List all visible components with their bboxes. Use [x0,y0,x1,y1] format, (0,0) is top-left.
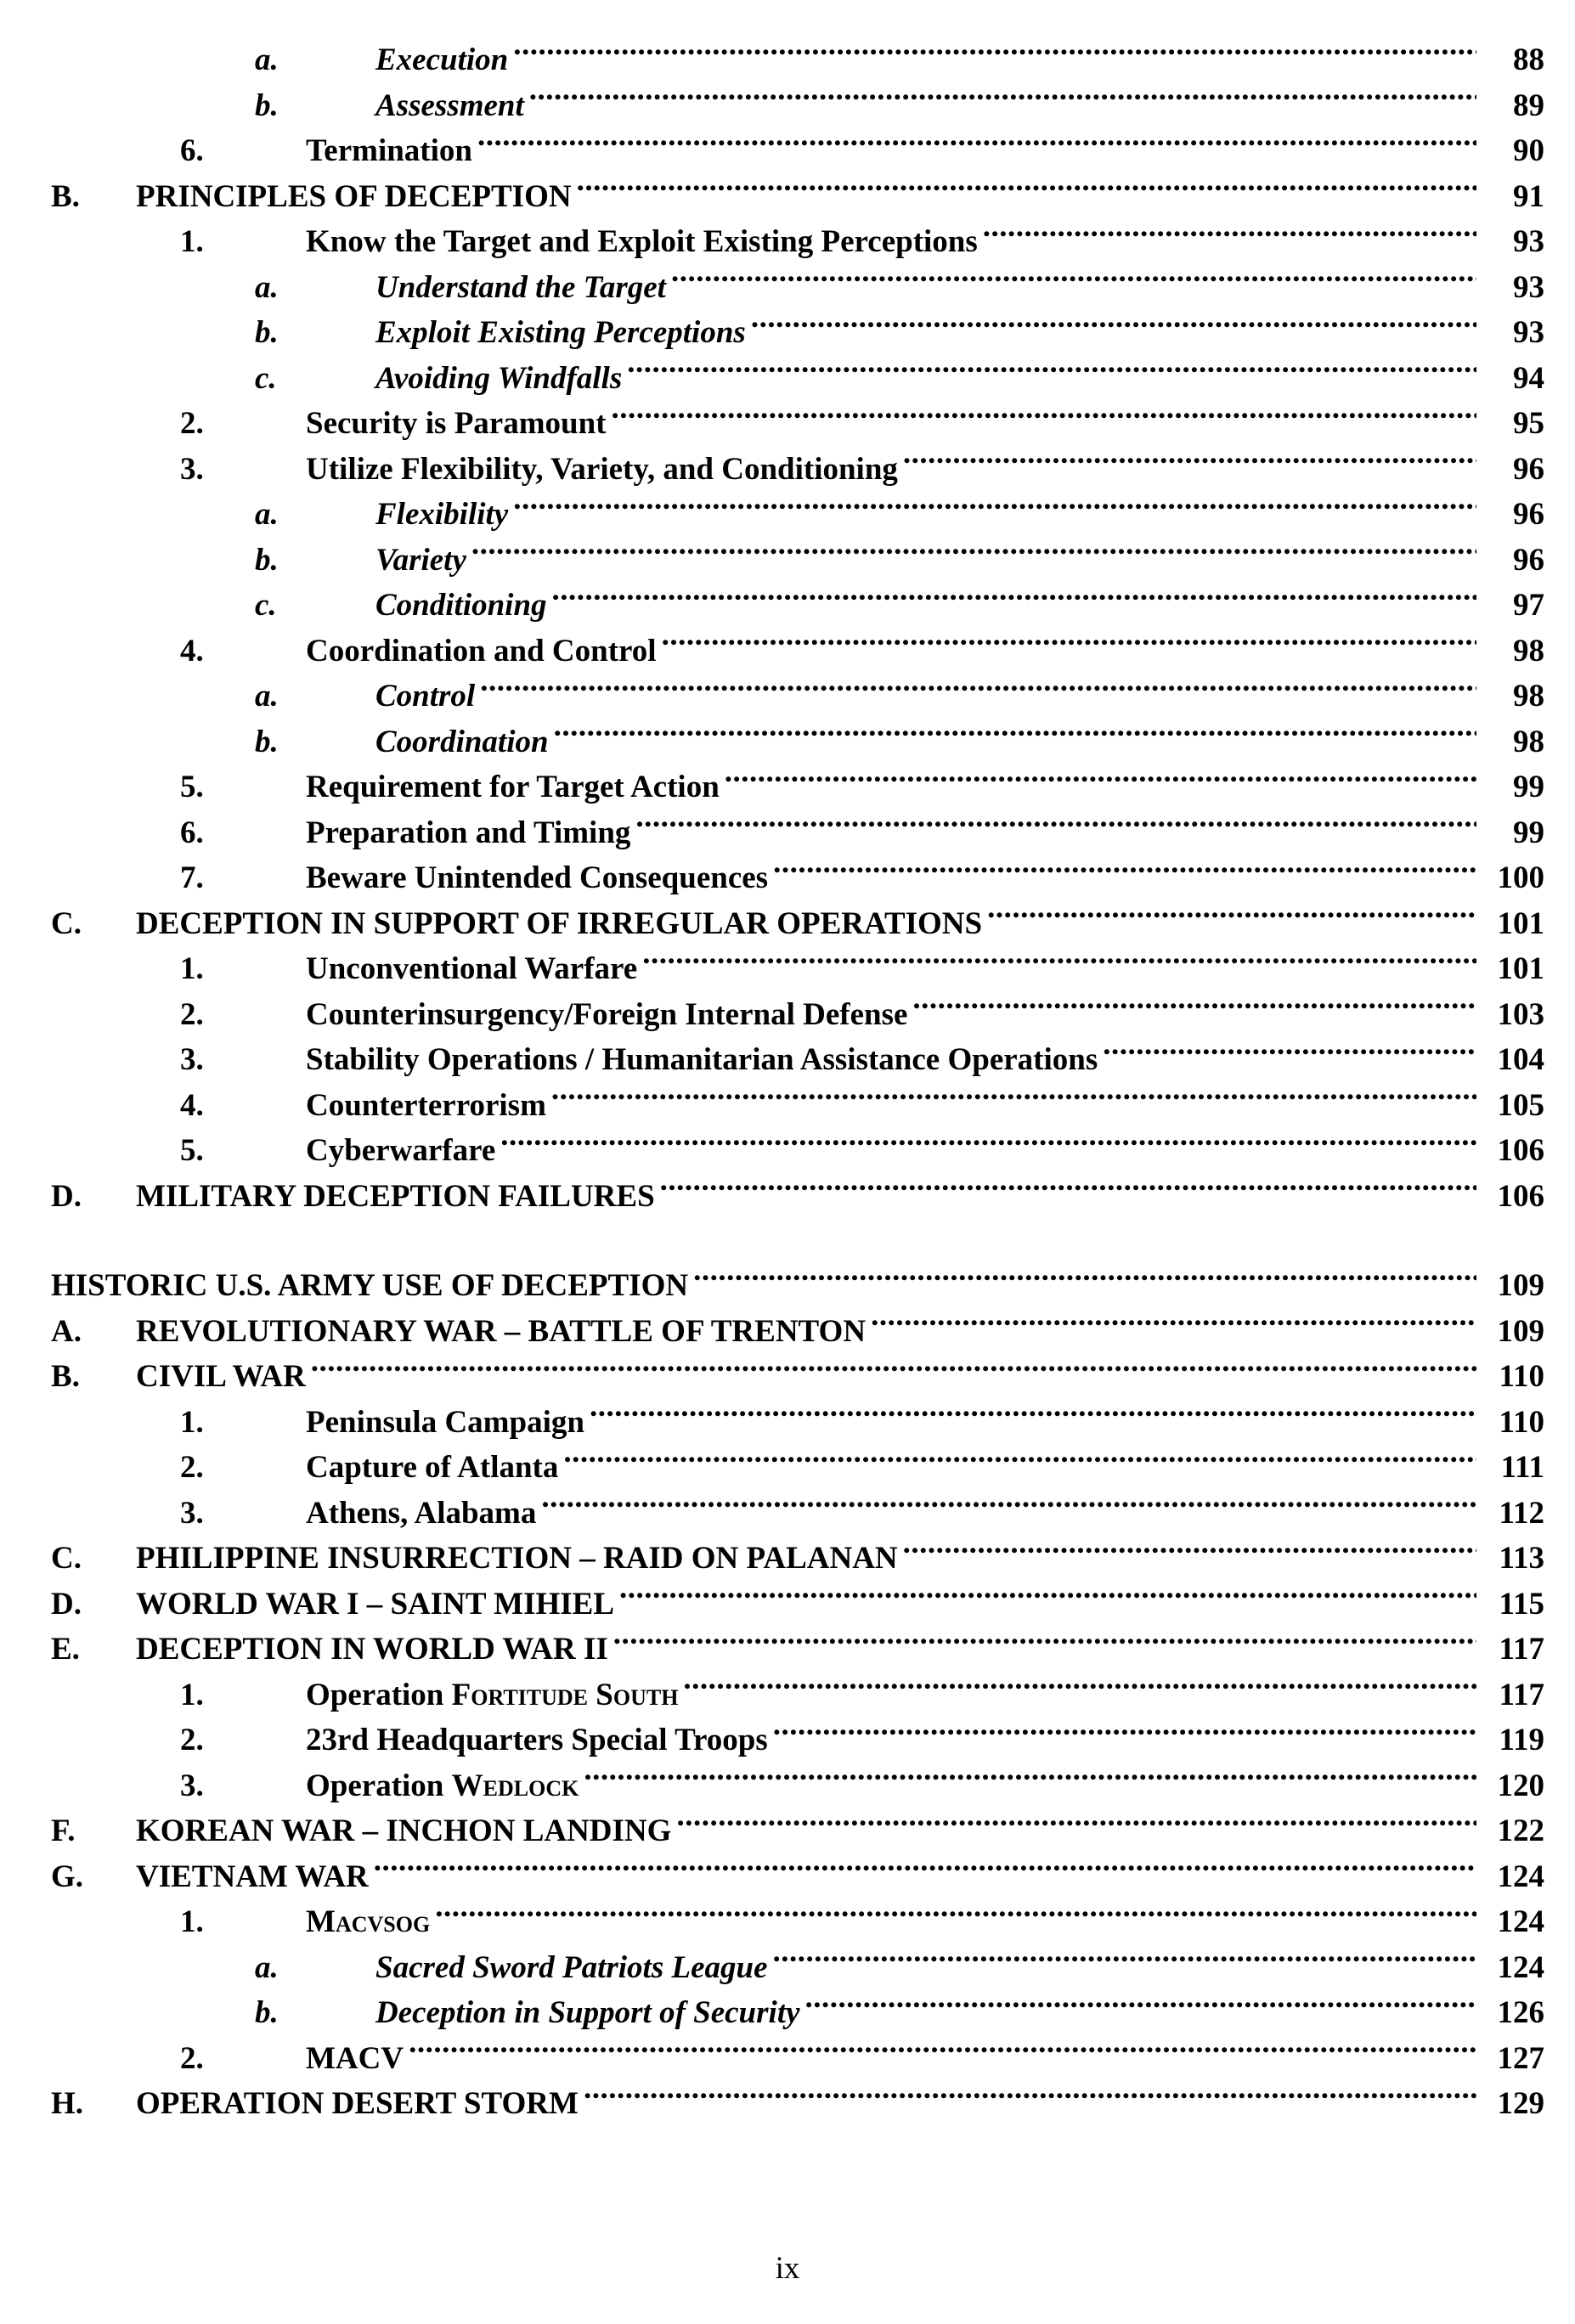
toc-leader-dots [725,765,1476,797]
toc-entry-page: 95 [1513,406,1544,441]
toc-entry-label: 3. [180,451,204,487]
toc-entry-title-smallcaps: Fortitude South [451,1677,679,1712]
toc-entry-page: 101 [1497,905,1544,941]
toc-entry-title: REVOLUTIONARY WAR – BATTLE OF TRENTON [136,1313,867,1349]
toc-entry-page: 96 [1513,451,1544,487]
toc-entry-page: 124 [1497,1904,1544,1939]
toc-entry[interactable] [51,2036,1544,2082]
toc-leader-dots [983,220,1476,251]
toc-entry[interactable] [51,1128,1544,1174]
toc-entry[interactable] [51,1582,1544,1627]
toc-entry-page: 106 [1497,1133,1544,1168]
toc-entry[interactable] [51,810,1544,856]
toc-entry[interactable] [51,1445,1544,1491]
toc-entry-label: b. [255,315,279,350]
toc-entry-title: Conditioning [375,588,547,623]
toc-leader-dots [513,493,1476,524]
toc-entry[interactable] [51,128,1544,174]
toc-leader-dots [584,2082,1476,2113]
toc-entry-page: 89 [1513,87,1544,123]
toc-entry-label: 6. [180,815,204,850]
toc-entry-label: 3. [180,1042,204,1077]
toc-leader-dots [311,1355,1476,1386]
toc-entry-title: Macvsog [306,1904,431,1939]
toc-entry[interactable] [51,1763,1544,1809]
toc-entry-title-smallcaps: Wedlock [451,1768,579,1803]
toc-entry-title: Sacred Sword Patriots League [375,1949,768,1985]
toc-leader-dots [773,856,1476,888]
toc-entry-page: 103 [1497,996,1544,1032]
toc-entry-page: 109 [1497,1313,1544,1349]
toc-entry-label: a. [255,269,279,305]
toc-entry[interactable] [51,1718,1544,1763]
toc-entry[interactable] [51,901,1544,947]
toc-entry[interactable] [51,37,1544,83]
toc-entry-page: 117 [1499,1632,1544,1667]
toc-leader-dots [435,1900,1476,1932]
toc-entry[interactable] [51,492,1544,538]
toc-entry-title: 23rd Headquarters Special Troops [306,1723,768,1757]
toc-leader-dots [683,1673,1476,1705]
toc-entry-page: 104 [1497,1042,1544,1077]
toc-entry-page: 111 [1500,1450,1544,1485]
toc-entry-label: 2. [180,996,204,1032]
toc-entry-label: 5. [180,770,204,804]
toc-entry-label: 4. [180,633,204,668]
toc-entry-page: 129 [1497,2086,1544,2121]
toc-entry-label: c. [255,360,277,396]
toc-entry-page: 93 [1513,269,1544,305]
toc-entry-title: Beware Unintended Consequences [306,860,769,895]
toc-entry[interactable] [51,265,1544,311]
toc-leader-dots [635,811,1476,843]
toc-entry-title: Operation Wedlock [306,1768,579,1803]
toc-entry-page: 112 [1499,1495,1544,1531]
toc-entry-label: 2. [180,2040,204,2076]
toc-entry[interactable] [51,1491,1544,1537]
toc-entry[interactable] [51,174,1544,220]
toc-entry[interactable] [51,1899,1544,1945]
toc-leader-dots [987,902,1476,934]
toc-leader-dots [500,1129,1476,1160]
toc-entry-page: 98 [1513,679,1544,714]
toc-entry-label: 5. [180,1133,204,1168]
toc-entry-label: c. [255,588,277,623]
toc-leader-dots [590,1401,1476,1432]
toc-entry-title: MACV [306,2040,404,2076]
toc-entry[interactable] [51,1037,1544,1083]
toc-entry-label: 1. [180,1677,204,1712]
section-spacer [51,1219,1544,1263]
toc-entry-page: 117 [1499,1677,1544,1712]
toc-entry-label: a. [255,679,279,714]
toc-entry-label: B. [51,178,80,214]
toc-entry[interactable] [51,2081,1544,2127]
toc-entry-page: 124 [1497,1949,1544,1985]
toc-entry[interactable] [51,992,1544,1038]
toc-entry-label: b. [255,87,279,123]
toc-entry-title: Coordination [375,724,549,759]
toc-entry[interactable] [51,401,1544,447]
toc-entry-page: 97 [1513,588,1544,623]
toc-leader-dots [903,1537,1476,1568]
toc-entry-title: VIETNAM WAR [136,1859,369,1894]
toc-entry-label: B. [51,1359,80,1394]
toc-entry-title: Utilize Flexibility, Variety, and Conditioning [306,451,898,487]
toc-leader-dots [912,993,1476,1024]
toc-entry-page: 122 [1497,1814,1544,1848]
toc-entry-label: a. [255,497,279,532]
toc-entry[interactable] [51,1990,1544,2036]
toc-entry-page: 126 [1497,1995,1544,2030]
toc-entry[interactable] [51,1945,1544,1991]
toc-entry-label: 7. [180,860,204,895]
toc-entry-title: Counterterrorism [306,1087,546,1123]
toc-entry[interactable] [51,1854,1544,1900]
toc-leader-dots [613,1627,1476,1659]
toc-leader-dots [805,1991,1476,2022]
toc-leader-dots [541,1492,1476,1523]
toc-entry-page: 98 [1513,724,1544,759]
toc-entry[interactable] [51,1174,1544,1220]
toc-entry-title: OPERATION DESERT STORM [136,2086,579,2121]
toc-entry[interactable] [51,629,1544,674]
toc-entry-page: 91 [1513,178,1544,214]
toc-entry-label: 2. [180,1450,204,1485]
toc-entry-label: a. [255,42,279,77]
toc-entry[interactable] [51,1400,1544,1446]
toc-entry-label: G. [51,1859,84,1894]
toc-entry[interactable] [51,219,1544,265]
toc-entry-title-smallcaps: acvsog [335,1904,431,1939]
toc-entry-label: D. [51,1586,82,1622]
toc-leader-dots [751,311,1476,342]
toc-entry-page: 99 [1513,815,1544,850]
toc-entry[interactable] [51,1263,1544,1309]
toc-entry-label: A. [51,1313,82,1349]
toc-leader-dots [552,584,1476,615]
toc-leader-dots [693,1264,1476,1295]
toc-entry-title: Peninsula Campaign [306,1404,584,1440]
toc-leader-dots [642,947,1476,979]
toc-entry[interactable] [51,1627,1544,1672]
toc-leader-dots [563,1446,1476,1477]
toc-entry-page: 90 [1513,133,1544,168]
toc-entry-page: 93 [1513,224,1544,259]
toc-leader-dots [662,629,1476,661]
toc-leader-dots [577,175,1476,206]
toc-leader-dots [409,2037,1476,2068]
toc-entry-page: 101 [1497,951,1544,986]
toc-entry-title: DECEPTION IN SUPPORT OF IRREGULAR OPERATIONS [136,905,983,941]
toc-entry-page: 109 [1497,1268,1544,1303]
toc-leader-dots [1103,1038,1476,1069]
toc-leader-dots [554,720,1476,752]
toc-entry-page: 88 [1513,42,1544,77]
toc-leader-dots [627,357,1476,388]
toc-entry[interactable] [51,719,1544,765]
toc-entry-title: WORLD WAR I – SAINT MIHIEL [136,1586,615,1622]
toc-entry-label: 1. [180,1904,204,1939]
toc-entry[interactable] [51,356,1544,402]
toc-leader-dots [480,674,1476,706]
toc-entry-label: 3. [180,1495,204,1531]
toc-entry-label: E. [51,1632,80,1667]
toc-entry-title: Unconventional Warfare [306,951,638,986]
toc-leader-dots [529,84,1476,116]
toc-leader-dots [903,448,1476,479]
toc-entry-page: 98 [1513,633,1544,668]
toc-leader-dots [676,1809,1476,1841]
toc-entry-label: 1. [180,951,204,986]
toc-entry-title: KOREAN WAR – INCHON LANDING [136,1814,672,1848]
toc-entry-title: PHILIPPINE INSURRECTION – RAID ON PALANAN [136,1541,898,1576]
toc-leader-dots [584,1764,1476,1796]
toc-leader-dots [773,1946,1477,1977]
toc-leader-dots [551,1084,1476,1115]
toc-leader-dots [871,1310,1476,1341]
toc-entry-title: DECEPTION IN WORLD WAR II [136,1632,608,1667]
toc-entry-title: PRINCIPLES OF DECEPTION [136,178,572,214]
toc-entry[interactable] [51,855,1544,901]
toc-entry-title: Counterinsurgency/Foreign Internal Defense [306,996,908,1032]
toc-entry-page: 94 [1513,360,1544,396]
toc-entry-title: Capture of Atlanta [306,1450,559,1485]
toc-entry-title: Preparation and Timing [306,815,631,850]
toc-entry-title: Operation Fortitude South [306,1677,679,1712]
toc-entry[interactable] [51,1536,1544,1582]
toc-entry-label: b. [255,542,279,578]
toc-entry-title: Deception in Support of Security [375,1995,800,2030]
toc-entry[interactable] [51,946,1544,992]
toc-entry-page: 100 [1497,860,1544,895]
toc-entry-title: CIVIL WAR [136,1359,306,1394]
toc-entry-title: Control [375,679,476,714]
toc-entry[interactable] [51,1309,1544,1355]
toc-entry[interactable] [51,583,1544,629]
toc-entry[interactable] [51,538,1544,584]
toc-entry[interactable] [51,1083,1544,1129]
toc-entry-label: a. [255,1949,279,1985]
toc-entry-title: Coordination and Control [306,633,657,668]
toc-entry-label: 1. [180,1404,204,1440]
toc-entry-page: 106 [1497,1178,1544,1214]
toc-leader-dots [773,1718,1476,1750]
toc-entry-title: Know the Target and Exploit Existing Perceptions [306,224,978,259]
toc-entry[interactable] [51,674,1544,719]
toc-entry-page: 110 [1499,1404,1544,1440]
toc-entry-title: Execution [375,42,509,77]
toc-leader-dots [374,1855,1476,1887]
toc-entry-title: Exploit Existing Perceptions [375,315,746,350]
toc-entry-page: 127 [1497,2040,1544,2076]
toc-entry-label: b. [255,1995,279,2030]
toc-entry-title: Requirement for Target Action [306,770,720,804]
toc-entry[interactable] [51,83,1544,129]
toc-leader-dots [612,402,1476,433]
toc-entry-title: Flexibility [375,497,509,532]
toc-entry-title: Security is Paramount [306,406,607,441]
toc-entry-page: 119 [1499,1723,1544,1757]
table-of-contents [51,37,1544,2127]
toc-entry-label: 3. [180,1768,204,1803]
toc-entry-title: Cyberwarfare [306,1133,496,1168]
toc-entry-page: 120 [1497,1768,1544,1803]
toc-entry-page: 96 [1513,542,1544,578]
toc-entry-label: 2. [180,1723,204,1757]
toc-entry[interactable] [51,310,1544,356]
toc-entry-page: 110 [1499,1359,1544,1394]
toc-entry[interactable] [51,1808,1544,1854]
toc-entry-page: 124 [1497,1859,1544,1894]
toc-entry-title: Variety [375,542,466,578]
toc-entry-page: 113 [1499,1541,1544,1576]
toc-entry[interactable] [51,764,1544,810]
toc-entry-label: F. [51,1814,76,1848]
toc-entry-label: 1. [180,224,204,259]
toc-entry-title: Understand the Target [375,269,666,305]
toc-entry-title: Stability Operations / Humanitarian Assistance Operations [306,1042,1098,1077]
toc-entry-title: HISTORIC U.S. ARMY USE OF DECEPTION [51,1268,689,1303]
toc-entry-page: 105 [1497,1087,1544,1123]
toc-entry-label: C. [51,1541,82,1576]
toc-entry-page: 99 [1513,770,1544,804]
toc-entry[interactable] [51,447,1544,493]
toc-entry-page: 93 [1513,315,1544,350]
toc-entry-label: H. [51,2086,84,2121]
toc-leader-dots [471,539,1476,570]
toc-entry[interactable] [51,1354,1544,1400]
toc-leader-dots [671,266,1476,297]
toc-entry-label: 2. [180,406,204,441]
toc-leader-dots [619,1582,1476,1614]
toc-entry-label: 6. [180,133,204,168]
toc-leader-dots [477,129,1476,161]
toc-entry-label: 4. [180,1087,204,1123]
toc-entry[interactable] [51,1672,1544,1718]
toc-entry-label: D. [51,1178,82,1214]
toc-entry-label: b. [255,724,279,759]
toc-entry-title: Termination [306,133,472,168]
toc-leader-dots [660,1175,1476,1206]
toc-entry-page: 115 [1499,1586,1544,1622]
toc-entry-title: Athens, Alabama [306,1495,537,1531]
toc-leader-dots [513,38,1476,70]
toc-entry-title: Assessment [375,87,524,123]
page-folio: ix [775,2251,800,2286]
toc-entry-page: 96 [1513,497,1544,532]
toc-entry-title: MILITARY DECEPTION FAILURES [136,1178,655,1214]
toc-entry-title: Avoiding Windfalls [375,360,623,396]
toc-entry-label: C. [51,905,82,941]
